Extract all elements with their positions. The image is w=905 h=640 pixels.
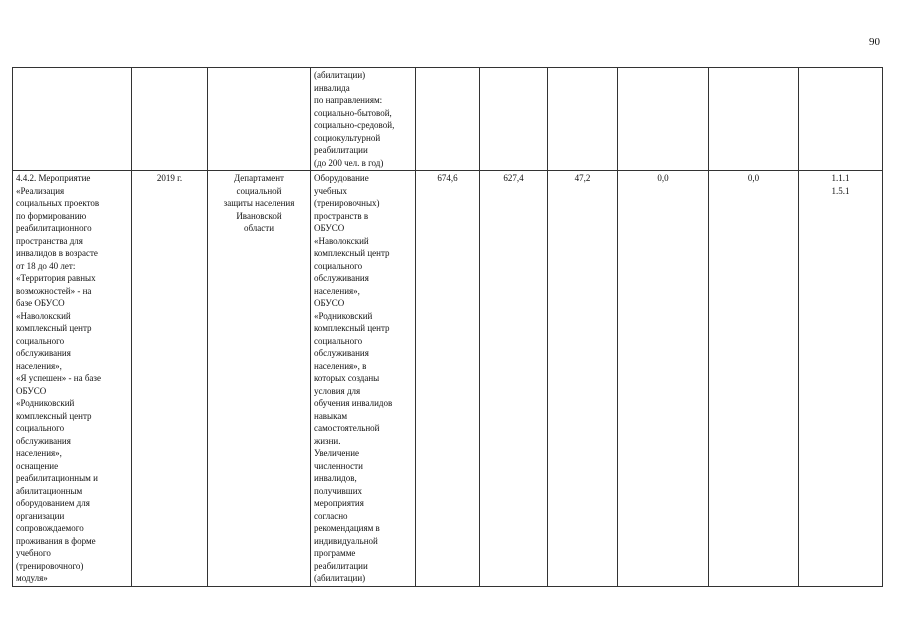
federal-cell: 627,4 — [480, 171, 548, 587]
indicators-cell: 1.1.1 1.5.1 — [799, 171, 883, 587]
total-cell: 674,6 — [416, 171, 480, 587]
local-cell — [618, 68, 709, 171]
executor-cell: Департамент социальной защиты населения Ивановской области — [208, 171, 311, 587]
result-cell: Оборудование учебных (тренировочных) пространств в ОБУСО «Наволокский комплексный центр социального обслуживания населения», ОБУСО «Родниковский комплексный центр социального обслуживания населения», в которых созданы условия для обучения инвалидов навыкам самостоятельной жизни. Увеличение численности инвалидов, получивших мероприятия согласно рекомендациям в индивидуальной программе реабилитации (абилитации) — [311, 171, 416, 587]
regional-cell — [548, 68, 618, 171]
table-row — [13, 171, 883, 587]
regional-cell: 47,2 — [548, 171, 618, 587]
table-row — [13, 68, 883, 171]
executor-cell — [208, 68, 311, 171]
year-cell: 2019 г. — [132, 171, 208, 587]
indicators-cell — [799, 68, 883, 171]
measure-cell: 4.4.2. Мероприятие «Реализация социальных проектов по формированию реабилитационного пространства для инвалидов в возрасте от 18 до 40 лет: «Территория равных возможностей» - на базе ОБУСО «Наволокский комплексный центр социального обслуживания населения», «Я успешен» - на базе ОБУСО «Родниковский комплексный центр социального обслуживания населения», оснащение реабилитационным и абилитационным оборудованием для организации сопровождаемого проживания в форме учебного (тренировочного) модуля» — [13, 171, 132, 587]
local-cell: 0,0 — [618, 171, 709, 587]
year-cell — [132, 68, 208, 171]
measure-cell — [13, 68, 132, 171]
other-cell — [709, 68, 799, 171]
federal-cell — [480, 68, 548, 171]
other-cell: 0,0 — [709, 171, 799, 587]
page-number: 90 — [869, 36, 880, 48]
total-cell — [416, 68, 480, 171]
result-cell: (абилитации) инвалида по направлениям: социально-бытовой, социально-средовой, социокультурной реабилитации (до 200 чел. в год) — [311, 68, 416, 171]
program-table — [12, 67, 883, 587]
